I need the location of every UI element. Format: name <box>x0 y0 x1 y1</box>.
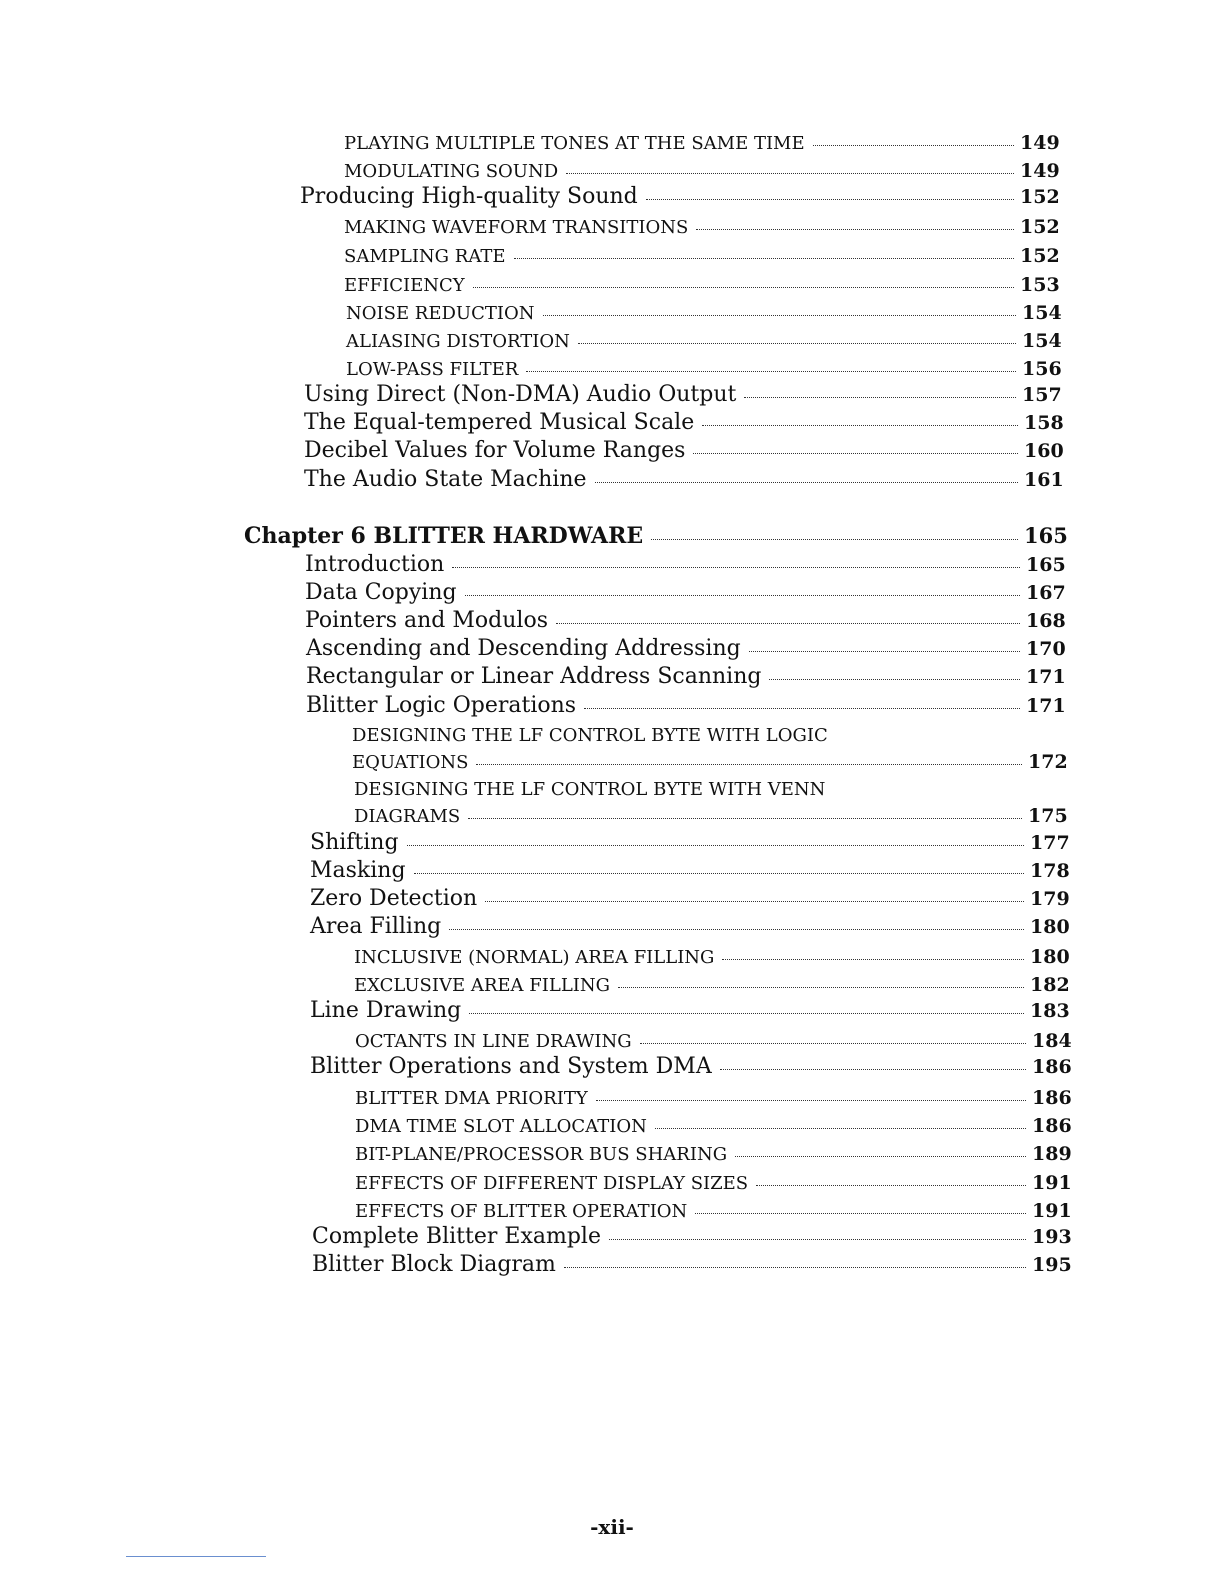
toc-entry-label: Using Direct (Non-DMA) Audio Output <box>304 382 737 407</box>
toc-entry-label: Area Filling <box>310 914 442 939</box>
toc-entry-label: Zero Detection <box>310 886 478 911</box>
toc-entry-label: LOW-PASS FILTER <box>346 359 519 380</box>
toc-entry[interactable] <box>304 410 1064 435</box>
toc-entry-page-number: 195 <box>1032 1254 1072 1276</box>
toc-entry-page-number: 152 <box>1020 186 1060 208</box>
dot-leader <box>452 567 1020 568</box>
toc-entry-page-number: 178 <box>1030 860 1070 882</box>
dot-leader <box>473 287 1014 288</box>
toc-entry[interactable] <box>310 914 1070 939</box>
toc-entry-label: EFFICIENCY <box>344 275 465 296</box>
toc-entry-page-number: 153 <box>1020 274 1060 296</box>
dot-leader <box>526 371 1016 372</box>
dot-leader <box>469 1013 1024 1014</box>
toc-entry[interactable] <box>354 974 1070 996</box>
toc-entry[interactable] <box>304 438 1064 463</box>
toc-entry-label: Data Copying <box>305 580 457 605</box>
toc-entry-page-number: 191 <box>1032 1200 1072 1222</box>
toc-entry-label: BIT-PLANE/PROCESSOR BUS SHARING <box>355 1144 728 1165</box>
toc-entry-label: The Equal-tempered Musical Scale <box>304 410 695 435</box>
toc-entry-label: SAMPLING RATE <box>344 246 506 267</box>
toc-entry-label: BLITTER DMA PRIORITY <box>355 1088 588 1109</box>
toc-entry-page-number: 191 <box>1032 1172 1072 1194</box>
toc-entry-page-number: 177 <box>1030 832 1070 854</box>
toc-entry-label: EFFECTS OF BLITTER OPERATION <box>355 1201 688 1222</box>
toc-entry-page-number: 186 <box>1032 1056 1072 1078</box>
dot-leader <box>655 1128 1026 1129</box>
dot-leader <box>618 987 1024 988</box>
toc-entry-page-number: 161 <box>1024 469 1064 491</box>
toc-entry[interactable] <box>355 1030 1072 1052</box>
toc-entry[interactable] <box>305 608 1066 633</box>
dot-leader <box>696 229 1014 230</box>
toc-entry-page-number: 171 <box>1026 666 1066 688</box>
toc-entry[interactable] <box>306 693 1066 718</box>
toc-entry[interactable] <box>305 552 1066 577</box>
toc-entry-first-line: DESIGNING THE LF CONTROL BYTE WITH LOGIC <box>352 725 828 746</box>
toc-entry-label: The Audio State Machine <box>304 467 587 492</box>
toc-entry-page-number: 186 <box>1032 1115 1072 1137</box>
toc-entry[interactable] <box>310 1054 1072 1079</box>
dot-leader <box>640 1043 1026 1044</box>
dot-leader <box>702 425 1018 426</box>
toc-entry[interactable] <box>310 830 1070 855</box>
toc-entry[interactable] <box>312 1252 1072 1277</box>
page-footer-number: -xii- <box>590 1515 634 1539</box>
toc-entry-page-number: 184 <box>1032 1030 1072 1052</box>
toc-entry-page-number: 182 <box>1030 974 1070 996</box>
toc-entry[interactable] <box>355 1115 1072 1137</box>
toc-entry[interactable] <box>354 805 1068 827</box>
dot-leader <box>693 453 1018 454</box>
toc-entry-label: Blitter Operations and System DMA <box>310 1054 712 1079</box>
toc-entry-label: Introduction <box>305 552 445 577</box>
dot-leader <box>749 651 1020 652</box>
toc-entry-first-line: DESIGNING THE LF CONTROL BYTE WITH VENN <box>354 779 826 800</box>
toc-entry-label: MAKING WAVEFORM TRANSITIONS <box>344 217 689 238</box>
dot-leader <box>566 173 1014 174</box>
toc-entry-label: Shifting <box>310 830 399 855</box>
toc-entry-page-number: 171 <box>1026 695 1066 717</box>
dot-leader <box>595 482 1018 483</box>
toc-entry[interactable] <box>355 1087 1072 1109</box>
toc-entry-label: Complete Blitter Example <box>312 1224 601 1249</box>
toc-entry[interactable] <box>305 580 1066 605</box>
dot-leader <box>564 1267 1026 1268</box>
dot-leader <box>722 959 1024 960</box>
dot-leader <box>646 199 1014 200</box>
toc-entry-label: Ascending and Descending Addressing <box>306 636 741 661</box>
toc-entry-page-number: 160 <box>1024 440 1064 462</box>
toc-entry-label: Blitter Logic Operations <box>306 693 577 718</box>
dot-leader <box>735 1156 1026 1157</box>
dot-leader <box>695 1213 1026 1214</box>
toc-entry-page-number: 180 <box>1030 916 1070 938</box>
toc-entry-label: MODULATING SOUND <box>344 161 559 182</box>
toc-entry-label: Blitter Block Diagram <box>312 1252 556 1277</box>
toc-entry[interactable] <box>344 274 1060 296</box>
toc-entry-label: Rectangular or Linear Address Scanning <box>306 664 762 689</box>
toc-entry[interactable] <box>344 216 1060 238</box>
toc-entry[interactable] <box>346 330 1062 352</box>
toc-entry-label: Chapter 6 BLITTER HARDWARE <box>244 523 644 549</box>
toc-entry[interactable] <box>310 858 1070 883</box>
toc-entry-page-number: 154 <box>1022 330 1062 352</box>
toc-entry-label: ALIASING DISTORTION <box>346 331 570 352</box>
dot-leader <box>609 1239 1026 1240</box>
toc-entry-label: Masking <box>310 858 406 883</box>
toc-entry-page-number: 152 <box>1020 216 1060 238</box>
dot-leader <box>744 397 1016 398</box>
toc-entry[interactable] <box>310 998 1070 1023</box>
toc-entry[interactable] <box>306 664 1066 689</box>
dot-leader <box>578 343 1016 344</box>
toc-entry-page-number: 149 <box>1020 132 1060 154</box>
toc-entry[interactable] <box>354 946 1070 968</box>
dot-leader <box>414 873 1024 874</box>
toc-entry[interactable] <box>300 184 1060 209</box>
toc-entry-page-number: 168 <box>1026 610 1066 632</box>
toc-entry-label: PLAYING MULTIPLE TONES AT THE SAME TIME <box>344 133 805 154</box>
toc-entry-label: DIAGRAMS <box>354 806 461 827</box>
toc-entry[interactable] <box>344 245 1060 267</box>
toc-entry-label: OCTANTS IN LINE DRAWING <box>355 1031 632 1052</box>
dot-leader <box>756 1185 1026 1186</box>
toc-entry[interactable] <box>355 1200 1072 1222</box>
toc-entry-page-number: 189 <box>1032 1143 1072 1165</box>
toc-entry-page-number: 175 <box>1028 805 1068 827</box>
toc-entry-page-number: 154 <box>1022 302 1062 324</box>
toc-entry-page-number: 158 <box>1024 412 1064 434</box>
dot-leader <box>543 315 1017 316</box>
dot-leader <box>720 1069 1026 1070</box>
toc-entry-page-number: 170 <box>1026 638 1066 660</box>
dot-leader <box>514 258 1015 259</box>
toc-entry-page-number: 156 <box>1022 358 1062 380</box>
dot-leader <box>485 901 1024 902</box>
toc-entry-page-number: 172 <box>1028 751 1068 773</box>
toc-entry[interactable] <box>352 751 1068 773</box>
toc-entry-label: Pointers and Modulos <box>305 608 548 633</box>
toc-entry-page-number: 186 <box>1032 1087 1072 1109</box>
dot-leader <box>468 818 1022 819</box>
toc-entry-page-number: 165 <box>1026 554 1066 576</box>
toc-entry[interactable] <box>304 382 1062 407</box>
dot-leader <box>449 929 1024 930</box>
toc-entry-label: Decibel Values for Volume Ranges <box>304 438 686 463</box>
toc-entry-page-number: 152 <box>1020 245 1060 267</box>
toc-entry[interactable] <box>312 1224 1072 1249</box>
dot-leader <box>596 1100 1026 1101</box>
dot-leader <box>556 623 1020 624</box>
toc-entry[interactable] <box>346 358 1062 380</box>
toc-entry-page-number: 183 <box>1030 1000 1070 1022</box>
toc-entry[interactable] <box>355 1172 1072 1194</box>
dot-leader <box>769 679 1020 680</box>
toc-entry-label: INCLUSIVE (NORMAL) AREA FILLING <box>354 947 715 968</box>
toc-entry-label: EQUATIONS <box>352 752 469 773</box>
toc-entry-label: Line Drawing <box>310 998 462 1023</box>
toc-entry-page-number: 167 <box>1026 582 1066 604</box>
dot-leader <box>465 595 1020 596</box>
toc-entry[interactable] <box>306 636 1066 661</box>
chapter-heading[interactable] <box>244 523 1068 549</box>
toc-entry[interactable] <box>346 302 1062 324</box>
dot-leader <box>407 845 1024 846</box>
toc-entry[interactable] <box>304 467 1064 492</box>
dot-leader <box>584 708 1020 709</box>
dot-leader <box>813 145 1014 146</box>
scan-edge-line <box>126 1556 266 1557</box>
toc-entry[interactable] <box>310 886 1070 911</box>
dot-leader <box>651 539 1018 540</box>
toc-entry[interactable] <box>344 160 1060 182</box>
toc-entry-label: EXCLUSIVE AREA FILLING <box>354 975 611 996</box>
toc-entry-label: Producing High-quality Sound <box>300 184 638 209</box>
toc-entry-page-number: 157 <box>1022 384 1062 406</box>
toc-entry[interactable] <box>355 1143 1072 1165</box>
toc-entry-label: DMA TIME SLOT ALLOCATION <box>355 1116 647 1137</box>
dot-leader <box>476 764 1022 765</box>
toc-entry-page-number: 180 <box>1030 946 1070 968</box>
toc-entry-label: EFFECTS OF DIFFERENT DISPLAY SIZES <box>355 1173 749 1194</box>
toc-entry[interactable] <box>344 132 1060 154</box>
toc-entry-page-number: 179 <box>1030 888 1070 910</box>
toc-entry-label: NOISE REDUCTION <box>346 303 535 324</box>
toc-entry-page-number: 193 <box>1032 1226 1072 1248</box>
toc-entry-page-number: 165 <box>1024 523 1068 548</box>
toc-entry-page-number: 149 <box>1020 160 1060 182</box>
